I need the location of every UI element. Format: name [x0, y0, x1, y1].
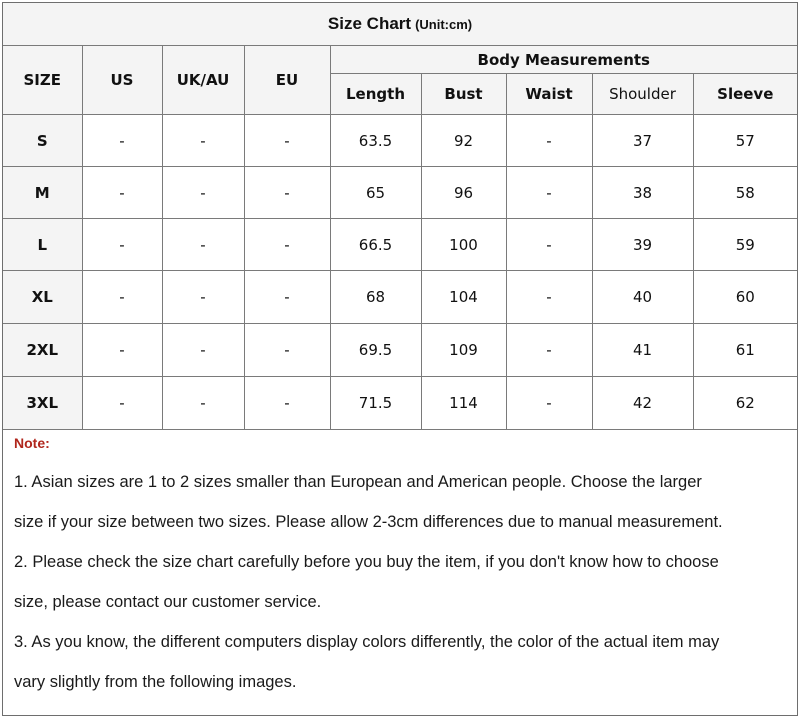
- cell-eu: -: [244, 271, 330, 324]
- cell-bust: 109: [421, 324, 506, 377]
- cell-us: -: [82, 115, 162, 167]
- title-unit: (Unit:cm): [415, 17, 473, 32]
- cell-shoulder: 37: [592, 115, 693, 167]
- title-text: Size Chart: [327, 14, 412, 33]
- cell-size: M: [3, 167, 82, 219]
- cell-size: S: [3, 115, 82, 167]
- size-chart-panel: [2, 2, 798, 716]
- cell-eu: -: [244, 167, 330, 219]
- size-chart-table: [3, 3, 797, 430]
- cell-length: 65: [330, 167, 421, 219]
- note-line: vary slightly from the following images.: [14, 673, 297, 691]
- cell-ukau: -: [162, 167, 244, 219]
- cell-length: 68: [330, 271, 421, 324]
- cell-waist: -: [506, 219, 592, 271]
- cell-sleeve: 58: [693, 167, 797, 219]
- cell-shoulder: 42: [592, 377, 693, 430]
- table-title: [3, 3, 797, 46]
- header-bust: Bust: [421, 74, 506, 115]
- cell-shoulder: 39: [592, 219, 693, 271]
- cell-us: -: [82, 271, 162, 324]
- header-us: US: [82, 46, 162, 115]
- note-line: size if your size between two sizes. Please allow 2-3cm differences due to manual measurement.: [14, 513, 723, 531]
- cell-shoulder: 38: [592, 167, 693, 219]
- cell-sleeve: 61: [693, 324, 797, 377]
- header-size: SIZE: [3, 46, 82, 115]
- cell-size: L: [3, 219, 82, 271]
- note-title: Note:: [14, 435, 50, 451]
- header-shoulder: Shoulder: [592, 74, 693, 115]
- cell-shoulder: 40: [592, 271, 693, 324]
- note-line: 2. Please check the size chart carefully before you buy the item, if you don't know how to choose: [14, 553, 719, 571]
- cell-bust: 92: [421, 115, 506, 167]
- notes-section: [3, 423, 797, 716]
- table-row: [3, 115, 797, 167]
- cell-size: 2XL: [3, 324, 82, 377]
- cell-ukau: -: [162, 115, 244, 167]
- cell-ukau: -: [162, 377, 244, 430]
- table-row: [3, 167, 797, 219]
- cell-length: 66.5: [330, 219, 421, 271]
- cell-length: 71.5: [330, 377, 421, 430]
- cell-ukau: -: [162, 219, 244, 271]
- note-line: 1. Asian sizes are 1 to 2 sizes smaller than European and American people. Choose the larger: [14, 473, 702, 491]
- cell-size: 3XL: [3, 377, 82, 430]
- cell-us: -: [82, 167, 162, 219]
- cell-bust: 100: [421, 219, 506, 271]
- cell-sleeve: 62: [693, 377, 797, 430]
- cell-waist: -: [506, 377, 592, 430]
- note-line: 3. As you know, the different computers display colors differently, the color of the actual item may: [14, 633, 720, 651]
- cell-eu: -: [244, 324, 330, 377]
- cell-bust: 104: [421, 271, 506, 324]
- cell-waist: -: [506, 115, 592, 167]
- table-row: [3, 324, 797, 377]
- header-eu: EU: [244, 46, 330, 115]
- cell-waist: -: [506, 167, 592, 219]
- table-row: [3, 271, 797, 324]
- header-row-group: [3, 46, 797, 74]
- header-body-measurements: Body Measurements: [330, 46, 797, 74]
- cell-us: -: [82, 324, 162, 377]
- cell-size: XL: [3, 271, 82, 324]
- header-length: Length: [330, 74, 421, 115]
- cell-bust: 96: [421, 167, 506, 219]
- header-ukau: UK/AU: [162, 46, 244, 115]
- cell-ukau: -: [162, 271, 244, 324]
- table-row: [3, 377, 797, 430]
- cell-waist: -: [506, 324, 592, 377]
- cell-waist: -: [506, 271, 592, 324]
- header-sleeve: Sleeve: [693, 74, 797, 115]
- cell-shoulder: 41: [592, 324, 693, 377]
- cell-length: 63.5: [330, 115, 421, 167]
- table-row: [3, 219, 797, 271]
- cell-eu: -: [244, 377, 330, 430]
- cell-eu: -: [244, 115, 330, 167]
- header-waist: Waist: [506, 74, 592, 115]
- cell-ukau: -: [162, 324, 244, 377]
- title-row: [3, 3, 797, 46]
- cell-sleeve: 60: [693, 271, 797, 324]
- cell-sleeve: 57: [693, 115, 797, 167]
- cell-bust: 114: [421, 377, 506, 430]
- note-line: size, please contact our customer service.: [14, 593, 322, 611]
- cell-sleeve: 59: [693, 219, 797, 271]
- cell-us: -: [82, 377, 162, 430]
- cell-length: 69.5: [330, 324, 421, 377]
- cell-us: -: [82, 219, 162, 271]
- cell-eu: -: [244, 219, 330, 271]
